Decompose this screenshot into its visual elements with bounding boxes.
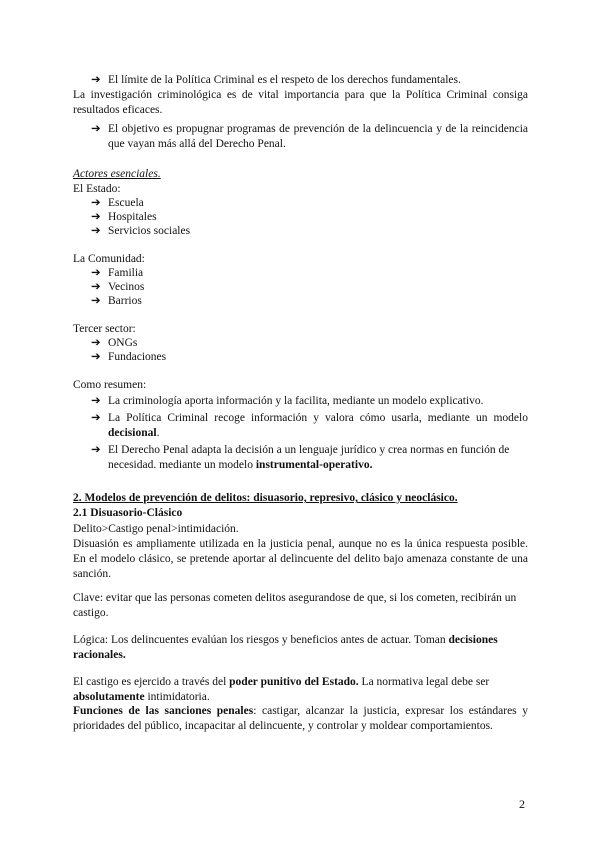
arrow-icon: ➔ bbox=[91, 197, 101, 209]
castigo-paragraph bbox=[73, 675, 528, 705]
list-item bbox=[91, 266, 143, 281]
bullet-text: El objetivo es propugnar programas de prevención de la delincuencia y de la reincidencia que vayan más allá del Derecho Penal. bbox=[108, 123, 528, 150]
formula-line: Delito>Castigo penal>intimidación. bbox=[73, 523, 239, 535]
bullet-text-part: . bbox=[156, 427, 160, 439]
list-item-label: Escuela bbox=[108, 197, 144, 209]
bullet-text bbox=[108, 411, 528, 441]
bullet-text bbox=[108, 443, 528, 473]
list-item-label: Servicios sociales bbox=[108, 225, 191, 237]
comunidad-label: La Comunidad: bbox=[73, 253, 145, 265]
clave-paragraph: Clave: evitar que las personas cometen delitos asegurandose de que, si los cometen, recibirán un castigo. bbox=[73, 592, 517, 619]
intro-paragraph: La investigación criminológica es de vital importancia para que la Política Criminal consiga resultados eficaces. bbox=[73, 89, 528, 116]
resumen-bullet-2 bbox=[91, 411, 528, 441]
paragraph-text: intimidatoria. bbox=[147, 691, 210, 703]
list-item-label: Vecinos bbox=[108, 281, 145, 293]
arrow-icon: ➔ bbox=[91, 351, 101, 363]
bullet-text-part: El Derecho Penal adapta la decisión a un lenguaje jurídico y crea normas en función de necesidad. mediante un modelo bbox=[108, 444, 510, 471]
bullet-text: La criminología aporta información y la facilita, mediante un modelo explicativo. bbox=[108, 395, 484, 407]
paragraph-text: Lógica: Los delincuentes evalúan los riesgos y beneficios antes de actuar. Toman bbox=[73, 634, 446, 646]
list-item bbox=[91, 350, 166, 365]
intro-bullet-2 bbox=[91, 122, 528, 152]
arrow-icon: ➔ bbox=[91, 337, 101, 349]
arrow-icon: ➔ bbox=[91, 225, 101, 237]
paragraph-text: El castigo es ejercido a través del bbox=[73, 676, 227, 688]
list-item bbox=[91, 224, 190, 239]
arrow-icon: ➔ bbox=[91, 444, 101, 456]
list-item-label: Familia bbox=[108, 267, 144, 279]
resumen-bullet-3 bbox=[91, 443, 528, 473]
paragraph-text: : castigar, alcanzar la justicia, expresar los estándares y prioridades del público, incapacitar al delincuente, y controlar y moldear comportamientos. bbox=[73, 705, 529, 732]
bold-term: absolutamente bbox=[73, 691, 145, 703]
list-item bbox=[91, 336, 137, 351]
arrow-icon: ➔ bbox=[91, 211, 101, 223]
list-item-label: ONGs bbox=[108, 337, 138, 349]
arrow-icon: ➔ bbox=[91, 395, 101, 407]
page-number: 2 bbox=[519, 797, 525, 811]
arrow-icon: ➔ bbox=[91, 412, 101, 424]
intro-bullet-1 bbox=[91, 73, 528, 88]
bullet-text: El límite de la Política Criminal es el respeto de los derechos fundamentales. bbox=[108, 74, 461, 86]
bullet-text-part: La Política Criminal recoge información y valora cómo usarla, mediante un modelo bbox=[108, 412, 528, 424]
resumen-bullet-1 bbox=[91, 394, 528, 409]
arrow-icon: ➔ bbox=[91, 281, 101, 293]
estado-label: El Estado: bbox=[73, 183, 121, 195]
paragraph-text: La normativa legal debe ser bbox=[361, 676, 490, 688]
list-item bbox=[91, 196, 144, 211]
bold-term: decisional bbox=[108, 427, 157, 439]
funciones-paragraph bbox=[73, 704, 528, 734]
bold-term: instrumental-operativo. bbox=[255, 459, 373, 471]
arrow-icon: ➔ bbox=[91, 295, 101, 307]
list-item-label: Fundaciones bbox=[108, 351, 167, 363]
list-item-label: Hospitales bbox=[108, 211, 157, 223]
section-2-heading: 2. Modelos de prevención de delitos: disuasorio, represivo, clásico y neoclásico. bbox=[73, 492, 458, 504]
arrow-icon: ➔ bbox=[91, 123, 101, 135]
list-item bbox=[91, 280, 144, 295]
bold-term: decisiones racionales. bbox=[73, 634, 498, 661]
resumen-label: Como resumen: bbox=[73, 379, 147, 391]
arrow-icon: ➔ bbox=[91, 74, 101, 86]
actores-heading: Actores esenciales. bbox=[73, 168, 161, 180]
list-item bbox=[91, 210, 157, 225]
list-item-label: Barrios bbox=[108, 295, 142, 307]
bold-term: poder punitivo del Estado. bbox=[229, 676, 359, 688]
tercer-sector-label: Tercer sector: bbox=[73, 323, 136, 335]
bold-term: Funciones de las sanciones penales bbox=[73, 705, 254, 717]
logica-paragraph bbox=[73, 633, 528, 663]
section-2-1-heading: 2.1 Disuasorio-Clásico bbox=[73, 507, 183, 519]
arrow-icon: ➔ bbox=[91, 267, 101, 279]
list-item bbox=[91, 294, 142, 309]
disuasion-paragraph: Disuasión es ampliamente utilizada en la justicia penal, aunque no es la única respuesta posible. En el modelo clásico, se pretende aportar al delincuente del delito bajo amenaza constante de una sanción. bbox=[73, 538, 528, 580]
